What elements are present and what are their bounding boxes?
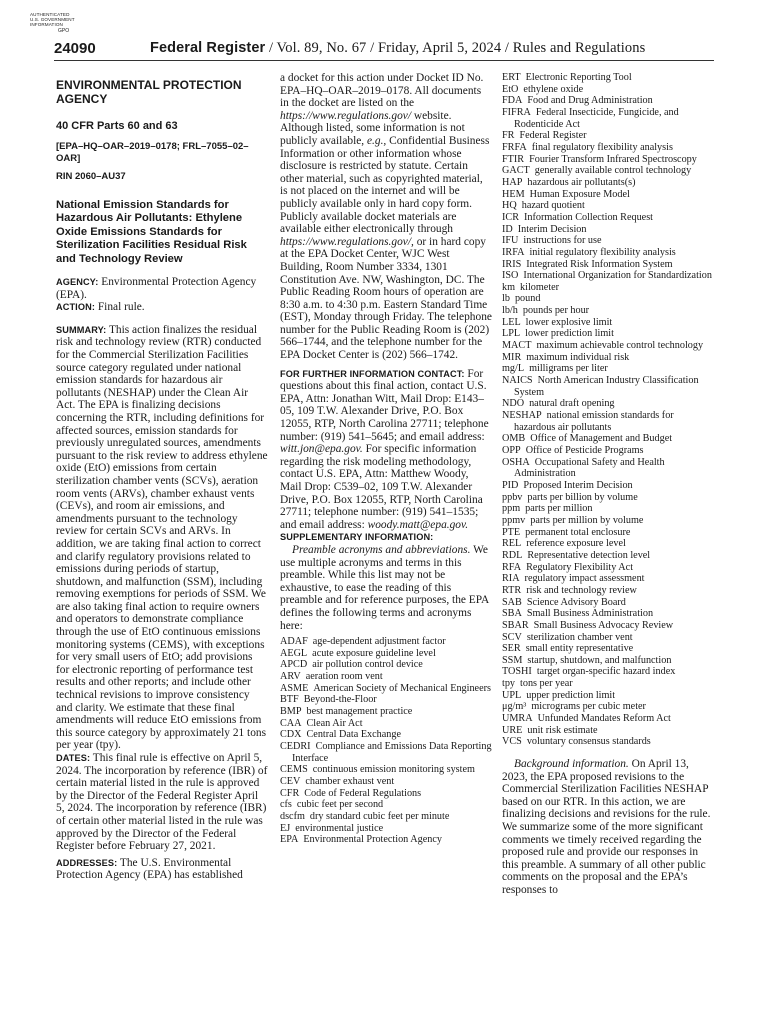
acronym-definition: unit risk estimate xyxy=(527,724,598,736)
acronym-entry xyxy=(502,480,714,492)
acronym-entry xyxy=(502,107,714,130)
acronym-definition: startup, shutdown, and malfunction xyxy=(527,654,672,666)
acronym-abbr: CFR xyxy=(280,787,300,799)
gpo-authentication-seal xyxy=(30,12,84,40)
acronym-entry xyxy=(280,648,492,660)
acronym-abbr: OPP xyxy=(502,445,521,456)
acronym-abbr: PTE xyxy=(502,526,521,538)
acronym-abbr: CDX xyxy=(280,729,302,741)
acronym-definition: Information Collection Request xyxy=(523,211,653,223)
running-title xyxy=(150,40,645,57)
acronym-definition: American Society of Mechanical Engineers xyxy=(313,682,491,694)
acronym-abbr: OSHA xyxy=(502,456,530,468)
acronym-entry xyxy=(502,678,714,690)
acronym-entry xyxy=(502,701,714,713)
acronym-abbr: RFA xyxy=(502,561,522,573)
acronym-definition: aeration room vent xyxy=(305,671,383,683)
agency-heading: ENVIRONMENTAL PROTECTION AGENCY xyxy=(56,78,242,106)
acronym-abbr: SBAR xyxy=(502,619,529,631)
acronym-entry xyxy=(280,776,492,788)
acronym-abbr: NAICS xyxy=(502,375,533,387)
acronym-abbr: LEL xyxy=(502,316,521,328)
acronym-definition: initial regulatory flexibility analysis xyxy=(529,246,676,258)
seal-line: AUTHENTICATED xyxy=(30,12,70,17)
acronym-entry xyxy=(502,550,714,562)
acronym-abbr: RIA xyxy=(502,573,520,585)
acronym-definition: reference exposure level xyxy=(526,538,626,550)
acronym-abbr: BMP xyxy=(280,706,302,718)
acronym-abbr: APCD xyxy=(280,659,308,671)
acronym-abbr: AEGL xyxy=(280,647,308,659)
agency-field xyxy=(56,276,268,301)
acronym-entry xyxy=(502,457,714,480)
acronym-abbr: FRFA xyxy=(502,141,527,153)
acronym-definition: Fourier Transform Infrared Spectroscopy xyxy=(529,153,697,165)
acronym-entry xyxy=(280,811,492,823)
action-label: ACTION: xyxy=(56,302,95,313)
acronym-entry xyxy=(502,503,714,515)
acronym-entry xyxy=(502,363,714,375)
acronym-abbr: SSM xyxy=(502,654,523,666)
acronym-entry xyxy=(502,212,714,224)
acronym-entry xyxy=(502,72,714,84)
acronym-entry xyxy=(280,799,492,811)
ffi-text: For questions about this final action, contact U.S. EPA, Attn: Jonathan Witt, Mail Drop: E143–05, 109 T.W. Alexander Drive, P.O. Box 12055, RTP, North Carolina 27711; telephone number: (919) 541–5645; and email address: xyxy=(280,367,489,443)
acronym-definition: Environmental Protection Agency xyxy=(303,834,442,846)
acronym-definition: hazard quotient xyxy=(521,200,585,212)
acronym-definition: permanent total enclosure xyxy=(525,526,631,538)
acronym-definition: upper prediction limit xyxy=(526,689,616,701)
acronym-entry xyxy=(502,84,714,96)
acronym-definition: Science Advisory Board xyxy=(526,596,626,608)
acronym-abbr: REL xyxy=(502,538,522,550)
acronym-definition: lower explosive limit xyxy=(525,316,613,328)
addresses-text: The U.S. Environmental Protection Agency (EPA) has established xyxy=(56,856,243,882)
acronym-definition: Human Exposure Model xyxy=(529,188,630,200)
acronym-definition: final regulatory flexibility analysis xyxy=(531,141,673,153)
acronym-entry xyxy=(502,445,714,457)
docket-number: [EPA–HQ–OAR–2019–0178; FRL–7055–02–OAR] xyxy=(56,141,249,164)
acronym-abbr: EJ xyxy=(280,822,291,834)
acronym-definition: parts per million xyxy=(525,503,593,515)
acronym-abbr: FR xyxy=(502,130,515,142)
acronym-entry xyxy=(502,527,714,539)
supplementary-label-line xyxy=(280,531,492,544)
acronym-definition: small entity representative xyxy=(525,643,634,655)
acronym-abbr: BTF xyxy=(280,694,299,706)
issue-info: / Vol. 89, No. 67 / Friday, April 5, 2024 / Rules and Regulations xyxy=(265,40,646,56)
preamble-text: We use multiple acronyms and terms in this preamble. While this list may not be exhaustive, to ease the reading of this preamble and for reference purposes, the EPA defines the following terms and acronyms here: xyxy=(280,543,489,632)
acronym-abbr: RDL xyxy=(502,549,523,561)
acronym-definition: Compliance and Emissions Data Reporting Interface xyxy=(292,741,492,764)
acronym-definition: voluntary consensus standards xyxy=(526,736,651,748)
acronym-definition: milligrams per liter xyxy=(529,363,608,375)
acronym-abbr: NDO xyxy=(502,398,525,410)
column-2 xyxy=(280,72,492,846)
docket-text: or in hard copy at the EPA Docket Center, WJC West Building, Room Number 3334, 1301 Constitution Ave. NW, Washington, DC. The Public Reading Room hours of operation are 8:30 a.m. to 4:30 p.m. Eastern Standard Time (EST), Monday through Friday. The telephone number for the Public Reading Room is (202) 566–1744, and the telephone number for the EPA Docket Center is (202) 566–1742. xyxy=(280,235,492,362)
acronym-abbr: ICR xyxy=(502,211,519,223)
acronym-entry xyxy=(502,340,714,352)
acronym-definition: International Organization for Standardization xyxy=(523,270,712,282)
acronym-abbr: tpy xyxy=(502,678,516,690)
acronym-entry xyxy=(280,718,492,730)
acronym-abbr: FTIR xyxy=(502,153,525,165)
supplementary-label: SUPPLEMENTARY INFORMATION: xyxy=(280,532,434,543)
acronym-abbr: ASME xyxy=(280,682,309,694)
acronym-abbr: HQ xyxy=(502,200,517,212)
acronym-entry xyxy=(502,270,714,282)
dates-label: DATES: xyxy=(56,753,91,763)
acronym-entry xyxy=(502,200,714,212)
acronym-abbr: IRIS xyxy=(502,258,522,270)
acronym-definition: Unfunded Mandates Reform Act xyxy=(537,713,671,725)
dates-text: This final rule is effective on April 5, 2024. The incorporation by reference (IBR) of certain material listed in the rule is approved by the Director of the Federal Register April 5, 2024. The incorporation by reference (IBR) of certain other material listed in the rule was approved by the Director of the Federal Register before February 27, 2021. xyxy=(56,752,268,853)
acronym-definition: pound xyxy=(514,293,541,305)
docket-text: website. Although listed, some information is not publicly available, xyxy=(280,109,465,147)
acronym-entry xyxy=(502,666,714,678)
acronym-entry xyxy=(502,620,714,632)
acronym-abbr: dscfm xyxy=(280,810,305,822)
acronym-definition: regulatory impact assessment xyxy=(524,573,645,585)
acronym-entry xyxy=(502,632,714,644)
acronym-abbr: μg/m³ xyxy=(502,701,527,713)
regulations-gov-link-2[interactable]: https://www.regulations.gov/, xyxy=(280,235,414,248)
acronym-abbr: TOSHI xyxy=(502,666,532,678)
acronym-abbr: IFU xyxy=(502,235,519,247)
ffi-text: For specific information regarding the risk modeling methodology, contact U.S. EPA, Attn: Matthew Woody, Mail Drop: C539–02, 109 T.W. Alexander Drive, P.O. Box 12055, RTP, North Carolina 27711; telephone number: (919) 541–1535; and email address: xyxy=(280,443,483,531)
acronym-entry xyxy=(502,608,714,620)
acronym-entry xyxy=(280,788,492,800)
acronym-abbr: UPL xyxy=(502,689,522,701)
acronym-list xyxy=(502,72,714,748)
acronym-entry xyxy=(502,282,714,294)
acronym-abbr: OMB xyxy=(502,433,526,445)
acronym-entry xyxy=(502,433,714,445)
further-information-section xyxy=(280,368,492,532)
acronym-abbr: GACT xyxy=(502,165,530,177)
acronym-entry xyxy=(280,764,492,776)
acronym-definition: parts per million by volume xyxy=(530,514,644,526)
running-header xyxy=(54,40,714,58)
acronym-abbr: ppm xyxy=(502,503,521,515)
seal-line: INFORMATION xyxy=(30,22,63,27)
background-heading: Background information. xyxy=(514,758,629,771)
docket-text: a docket for this action under Docket ID No. EPA–HQ–OAR–2019–0178. All documents in the docket are listed on the xyxy=(280,72,484,110)
page-number: 24090 xyxy=(54,40,96,57)
acronym-definition: instructions for use xyxy=(523,235,602,247)
acronym-entry xyxy=(280,741,492,764)
acronym-definition: maximum individual risk xyxy=(526,351,630,363)
acronym-definition: tons per year xyxy=(520,678,573,690)
acronym-entry xyxy=(502,189,714,201)
acronym-entry xyxy=(280,694,492,706)
acronym-entry xyxy=(502,305,714,317)
acronym-abbr: mg/L xyxy=(502,363,525,375)
acronym-abbr: ppmv xyxy=(502,514,526,526)
acronym-entry xyxy=(502,655,714,667)
acronym-entry xyxy=(280,729,492,741)
acronym-entry xyxy=(280,823,492,835)
acronym-definition: target organ-specific hazard index xyxy=(536,666,676,678)
acronym-abbr: CEV xyxy=(280,776,301,787)
acronym-entry xyxy=(502,398,714,410)
acronym-entry xyxy=(502,713,714,725)
acronym-definition: Office of Management and Budget xyxy=(530,433,673,445)
acronym-abbr: UMRA xyxy=(502,713,533,725)
acronym-entry xyxy=(502,165,714,177)
acronym-definition: micrograms per cubic meter xyxy=(531,701,646,713)
acronym-definition: Proposed Interim Decision xyxy=(523,479,633,491)
acronym-entry xyxy=(502,585,714,597)
acronym-definition: kilometer xyxy=(520,281,560,293)
acronym-definition: Small Business Administration xyxy=(526,608,654,620)
acronym-abbr: FIFRA xyxy=(502,106,531,118)
acronym-definition: lower prediction limit xyxy=(525,328,614,340)
acronym-definition: air pollution control device xyxy=(312,659,423,671)
acronym-abbr: RTR xyxy=(502,584,522,596)
addresses-label: ADDRESSES: xyxy=(56,857,118,868)
acronym-entry xyxy=(280,659,492,671)
acronym-definition: pounds per hour xyxy=(522,305,590,317)
acronym-entry xyxy=(502,515,714,527)
acronym-definition: Code of Federal Regulations xyxy=(304,787,422,799)
acronym-abbr: PID xyxy=(502,479,519,491)
acronym-abbr: ID xyxy=(502,223,513,235)
acronym-entry xyxy=(280,636,492,648)
acronym-definition: ethylene oxide xyxy=(523,83,584,95)
acronym-abbr: SAB xyxy=(502,596,522,608)
summary-label: SUMMARY: xyxy=(56,324,107,335)
acronym-definition: cubic feet per second xyxy=(296,799,384,811)
acronym-abbr: HEM xyxy=(502,188,525,200)
column-3 xyxy=(502,72,714,897)
acronym-entry xyxy=(502,643,714,655)
acronym-entry xyxy=(502,142,714,154)
gpo-logo: GPO xyxy=(58,28,70,34)
acronym-entry xyxy=(502,492,714,504)
acronym-abbr: cfs xyxy=(280,799,292,811)
acronym-abbr: SER xyxy=(502,643,521,655)
acronym-abbr: IRFA xyxy=(502,246,525,258)
acronym-abbr: SBA xyxy=(502,608,522,620)
acronym-abbr: CAA xyxy=(280,717,302,729)
preamble-paragraph xyxy=(280,544,492,632)
acronym-entry xyxy=(502,259,714,271)
acronym-abbr: MIR xyxy=(502,351,522,363)
acronym-entry xyxy=(502,538,714,550)
acronym-abbr: URE xyxy=(502,724,523,736)
column-1 xyxy=(56,72,268,882)
action-value: Final rule. xyxy=(94,301,145,314)
acronym-entry xyxy=(502,725,714,737)
acronym-abbr: SCV xyxy=(502,631,522,643)
docket-text: Confidential Business Information or other information whose disclosure is restricted by statute. Certain other material, such as copyrighted material, is not placed on the internet and will be publicly available only in hard copy form. Publicly available docket materials are available either electronically through xyxy=(280,134,490,236)
acronym-abbr: lb xyxy=(502,293,510,305)
acronym-definition: maximum achievable control technology xyxy=(536,340,704,352)
acronym-abbr: ARV xyxy=(280,671,301,683)
dates-section xyxy=(56,752,268,853)
acronym-entry xyxy=(502,293,714,305)
acronym-entry xyxy=(502,562,714,574)
acronym-definition: Food and Drug Administration xyxy=(527,95,653,107)
acronym-definition: continuous emission monitoring system xyxy=(312,764,475,776)
acronym-entry xyxy=(502,224,714,236)
docket-paragraph xyxy=(280,72,492,362)
acronym-abbr: CEMS xyxy=(280,764,308,776)
acronym-entry xyxy=(502,410,714,433)
acronym-entry xyxy=(280,834,492,846)
acronym-definition: chamber exhaust vent xyxy=(305,776,395,787)
acronym-definition: North American Industry Classification System xyxy=(514,375,699,398)
acronym-entry xyxy=(502,573,714,585)
rule-title: National Emission Standards for Hazardous Air Pollutants: Ethylene Oxide Emissions Standards for Sterilization Facilities Residual Risk and Technology Review xyxy=(56,199,247,265)
acronym-entry xyxy=(502,247,714,259)
acronym-definition: Electronic Reporting Tool xyxy=(525,72,632,83)
acronym-abbr: HAP xyxy=(502,176,523,188)
acronym-definition: Federal Insecticide, Fungicide, and Rodenticide Act xyxy=(514,106,679,130)
acronym-entry xyxy=(502,95,714,107)
acronym-entry xyxy=(502,154,714,166)
acronym-definition: acute exposure guideline level xyxy=(312,647,436,659)
acronym-abbr: NESHAP xyxy=(502,410,542,422)
acronym-definition: Occupational Safety and Health Administration xyxy=(514,456,665,480)
acronym-abbr: LPL xyxy=(502,328,521,340)
acronym-definition: Beyond-the-Floor xyxy=(303,694,377,706)
acronym-list xyxy=(280,636,492,846)
acronym-definition: Central Data Exchange xyxy=(306,729,401,741)
addresses-section xyxy=(56,857,268,882)
acronym-definition: Regulatory Flexibility Act xyxy=(526,561,634,573)
email-link-witt[interactable]: witt.jon@epa.gov. xyxy=(280,443,363,456)
acronym-entry xyxy=(502,690,714,702)
acronym-definition: environmental justice xyxy=(295,822,384,834)
eg-abbrev: e.g., xyxy=(366,134,387,147)
seal-text xyxy=(30,12,75,27)
acronym-entry xyxy=(280,671,492,683)
acronym-entry xyxy=(502,328,714,340)
acronym-abbr: FDA xyxy=(502,95,523,107)
acronym-abbr: CEDRI xyxy=(280,741,311,753)
background-text: On April 13, 2023, the EPA proposed revisions to the Commercial Sterilization Facilities NESHAP based on our RTR. In this action, we are finalizing decisions and revisions for the rule. We summarize some of the more significant comments we timely received regarding the proposed rule and provide our responses in this preamble. A summary of all other public comments on the proposal and the EPA’s responses to xyxy=(502,758,711,896)
acronym-definition: parts per billion by volume xyxy=(527,491,638,503)
acronym-entry xyxy=(502,352,714,364)
acronym-definition: Small Business Advocacy Review xyxy=(533,619,674,631)
acronym-definition: natural draft opening xyxy=(529,398,615,410)
agency-value: Environmental Protection Agency (EPA). xyxy=(56,276,257,301)
acronym-entry xyxy=(280,683,492,695)
acronym-abbr: EPA xyxy=(280,834,299,846)
acronym-definition: Federal Register xyxy=(519,130,587,142)
summary-text: This action finalizes the residual risk and technology review (RTR) conducted for the Commercial Sterilization Facilities source category regulated under national emission standards for hazardous air pollutants (NESHAP) under the Clean Air Act. The EPA is finalizing decisions concerning the RTR, including definitions for affected sources, emission standards for previously unregulated sources, amendments pursuant to the risk review to address ethylene oxide (EtO) emissions from certain sterilization chamber vents (SCVs), aeration room vents (ARVs), chamber exhaust vents (CEVs), and room air emissions, and amendments pursuant to the technology review for certain SCVs and ARVs. In addition, we are taking final action to correct and clarify regulatory provisions related to emissions during periods of startup, shutdown, and malfunction (SSM), including removing exemptions for periods of SSM. We are also taking final action to require owners and operators to demonstrate compliance through the use of EtO continuous emissions monitoring systems (CEMS), with exceptions for very small users of EtO; add provisions for electronic reporting of performance test results and other reports; and include other technical revisions to improve consistency and clarity. We estimate that these final amendments will reduce EtO emissions from this source category by approximately 21 tons per year (tpy). xyxy=(56,323,268,752)
acronym-definition: risk and technology review xyxy=(526,584,637,596)
cfr-parts: 40 CFR Parts 60 and 63 xyxy=(56,120,178,132)
acronym-entry xyxy=(502,177,714,189)
publication-name: Federal Register xyxy=(150,40,266,56)
background-paragraph xyxy=(502,758,714,897)
summary-section xyxy=(56,324,268,752)
acronym-definition: age-dependent adjustment factor xyxy=(312,636,446,648)
seal-line: U.S. GOVERNMENT xyxy=(30,17,75,22)
acronym-abbr: ERT xyxy=(502,72,521,83)
acronym-definition: Clean Air Act xyxy=(306,717,363,729)
acronym-entry xyxy=(502,375,714,398)
acronym-abbr: km xyxy=(502,281,516,293)
acronym-abbr: ppbv xyxy=(502,491,523,503)
acronym-definition: Representative detection level xyxy=(527,549,651,561)
preamble-heading: Preamble acronyms and abbreviations. xyxy=(292,543,471,556)
acronym-abbr: ADAF xyxy=(280,636,308,648)
acronym-entry xyxy=(502,235,714,247)
acronym-abbr: lb/h xyxy=(502,305,518,317)
acronym-entry xyxy=(502,597,714,609)
acronym-abbr: ISO xyxy=(502,270,519,282)
acronym-definition: best management practice xyxy=(306,706,413,718)
email-link-woody[interactable]: woody.matt@epa.gov. xyxy=(367,518,469,531)
acronym-abbr: EtO xyxy=(502,83,519,95)
acronym-definition: national emission standards for hazardous air pollutants xyxy=(514,410,674,433)
agency-label: AGENCY: xyxy=(56,277,99,288)
regulations-gov-link[interactable]: https://www.regulations.gov/ xyxy=(280,109,411,122)
acronym-definition: Office of Pesticide Programs xyxy=(525,445,644,456)
acronym-entry xyxy=(502,317,714,329)
header-divider xyxy=(54,60,714,61)
acronym-definition: hazardous air pollutants(s) xyxy=(527,176,636,188)
acronym-definition: sterilization chamber vent xyxy=(526,631,633,643)
acronym-definition: Interim Decision xyxy=(517,223,587,235)
acronym-abbr: VCS xyxy=(502,736,522,748)
acronym-entry xyxy=(502,130,714,142)
acronym-definition: generally available control technology xyxy=(534,165,692,177)
acronym-abbr: MACT xyxy=(502,340,532,352)
action-field xyxy=(56,301,268,314)
acronym-entry xyxy=(280,706,492,718)
acronym-definition: Integrated Risk Information System xyxy=(526,258,673,270)
acronym-entry xyxy=(502,736,714,748)
acronym-definition: dry standard cubic feet per minute xyxy=(309,810,450,822)
ffi-label: FOR FURTHER INFORMATION CONTACT: xyxy=(280,368,465,379)
rin-number: RIN 2060–AU37 xyxy=(56,171,126,182)
